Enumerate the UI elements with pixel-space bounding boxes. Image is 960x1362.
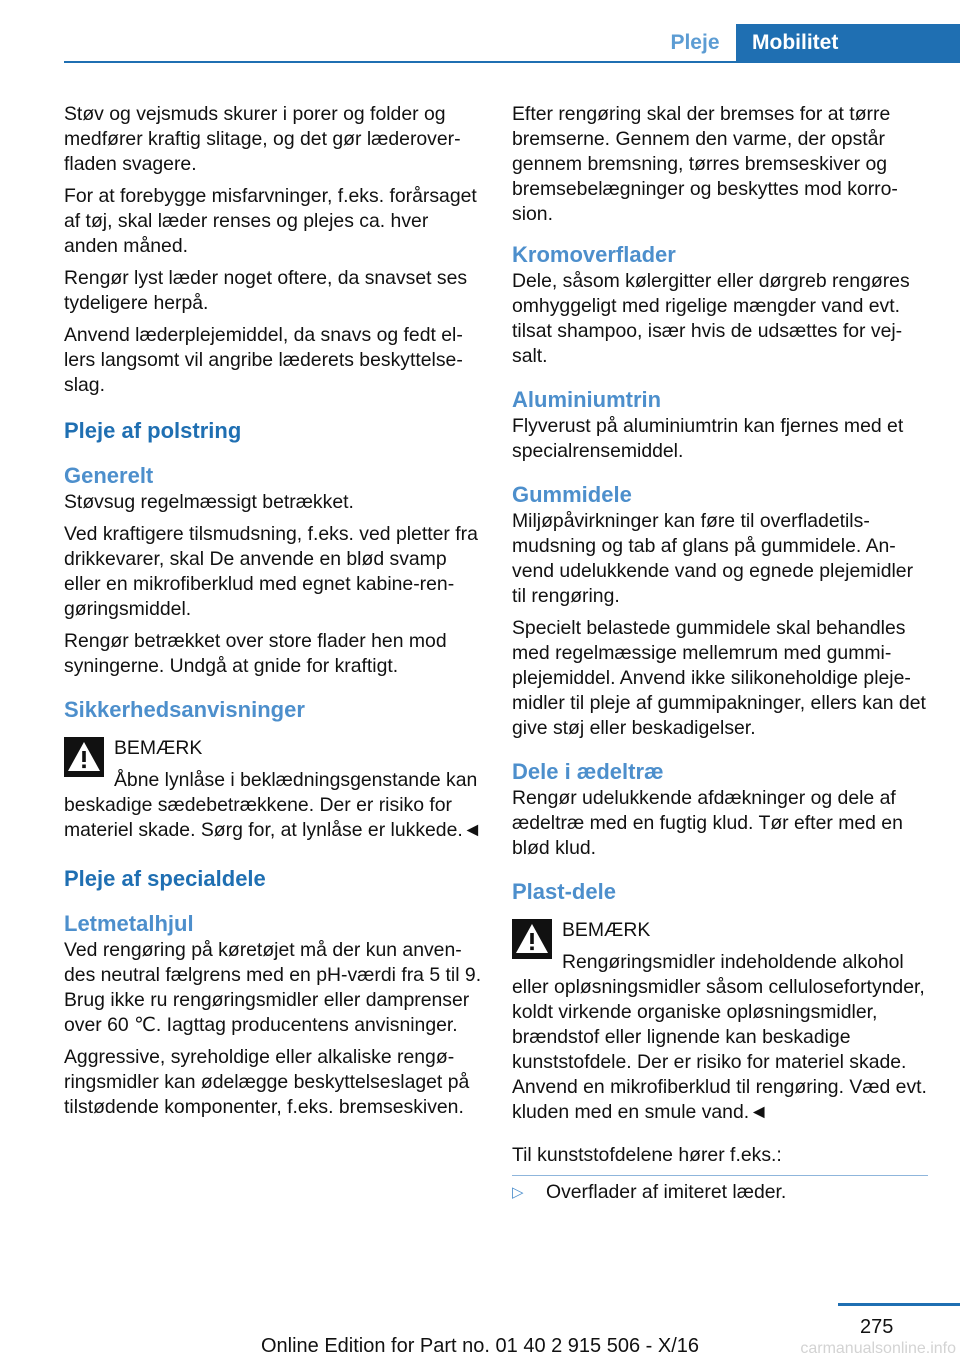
tab-mobilitet: Mobilitet [736,24,960,62]
paragraph: Støv og vejsmuds skurer i porer og folder og medfører kraftig slitage, og det gør læderoverfladen svagere. [64,103,461,175]
warning-box [512,918,928,1125]
warning-title: BEMÆRK [114,737,203,759]
left-column [64,102,482,1127]
list-item-text: Overflader af imiteret læder. [546,1181,787,1203]
paragraph: For at forebygge misfarvninger, f.eks. forårsaget af tøj, skal læder renses og plejes ca. hver anden måned. [64,185,477,257]
list-item [512,1175,928,1205]
page-number: 275 [860,1316,894,1338]
section-heading-specialdele: Pleje af specialdele [64,866,266,891]
subheading-alu: Aluminiumtrin [512,387,662,412]
footer-rule [838,1303,960,1306]
triangle-bullet-icon: ▷ [512,1184,524,1201]
paragraph: Anvend læderplejemiddel, da snavs og fedt ellers langsomt vil angribe læderets beskyttelseslag. [64,324,463,396]
paragraph: Aggressive, syreholdige eller alkaliske rengøringsmidler kan ødelægge beskyttelseslaget på tilstødende komponenter, f.eks. bremseskiven. [64,1046,470,1118]
paragraph: Ved rengøring på køretøjet må der kun anvendes neutral fælgrens med en pH-værdi fra 5 til 9. Brug ikke ru rengøringsmidler eller damprenser over 60 ℃. Iagttag producentens anvisninger. [64,939,482,1036]
paragraph: Dele, såsom kølergitter eller dørgreb rengøres omhyggeligt med rigelige mængder vand evt. tilsat shampoo, især hvis de udsættes for vejsalt. [512,270,910,367]
paragraph: Rengør lyst læder noget oftere, da snavset ses tydeligere herpå. [64,267,468,314]
warning-triangle-icon [64,737,104,777]
subheading-plast: Plast-dele [512,879,616,904]
paragraph: Støvsug regelmæssigt betrækket. [64,491,354,513]
paragraph: Rengør udelukkende afdækninger og dele af ædeltræ med en fugtig klud. Tør efter med en blød klud. [512,787,903,859]
paragraph: Til kunststofdelene hører f.eks.: [512,1144,782,1166]
section-heading-polstring: Pleje af polstring [64,418,242,443]
paragraph: Flyverust på aluminiumtrin kan fjernes med et specialrensemiddel. [512,415,904,462]
warning-triangle-icon [512,919,552,959]
tab-pleje: Pleje [670,31,720,54]
subheading-krom: Kromoverflader [512,242,676,267]
watermark: carmanualsonline.info [800,1340,956,1357]
subheading-generelt: Generelt [64,463,154,488]
subheading-gummi: Gummidele [512,482,632,507]
edition-footer: Online Edition for Part no. 01 40 2 915 506 - X/16 [260,1335,700,1357]
paragraph: Specielt belastede gummidele skal behandles med regelmæssige mellemrum med gummiplejemiddel. Anvend ikke silikoneholdige plejemidler til pleje af gummipakninger, ellers kan det give støj eller beskadigelser. [512,617,926,739]
paragraph: Efter rengøring skal der bremses for at tørre bremserne. Gennem den varme, der opstår gennem bremsning, tørres bremseskiver og bremsebelægninger og beskyttes mod korrosion. [512,103,898,225]
warning-title: BEMÆRK [562,919,651,941]
header-rule [64,61,960,63]
warning-text: Rengøringsmidler indeholdende alkohol eller opløsningsmidler såsom cellulosefortynder, koldt virkende organiske opløsningsmidler, brændstof eller lignende kan beskadige kunststofdele. Der er risiko for materiel skade. Anvend en mikrofiberklud til rengøring. Væd evt. kluden med en smule vand.◄ [512,951,927,1123]
warning-box [64,736,482,843]
paragraph: Miljøpåvirkninger kan føre til overfladetilsmudsning og tab af glans på gummidele. Anvend udelukkende vand og egnede plejemidler til rengøring. [512,510,914,607]
warning-text: Åbne lynlåse i beklædningsgenstande kan beskadige sædebetrækkene. Der er risiko for materiel skade. Sørg for, at lynlåse er lukkede.◄ [64,769,482,841]
paragraph: Rengør betrækket over store flader hen mod syningerne. Undgå at gnide for kraftigt. [64,630,447,677]
subheading-sikkerhed: Sikkerhedsanvisninger [64,697,305,722]
paragraph: Ved kraftigere tilsmudsning, f.eks. ved pletter fra drikkevarer, skal De anvende en blød svamp eller en mikrofiberklud med egnet kabine-rengøringsmiddel. [64,523,478,620]
subheading-letmetal: Letmetalhjul [64,911,194,936]
subheading-aedeltrae: Dele i ædeltræ [512,759,664,784]
right-column [512,102,928,1205]
